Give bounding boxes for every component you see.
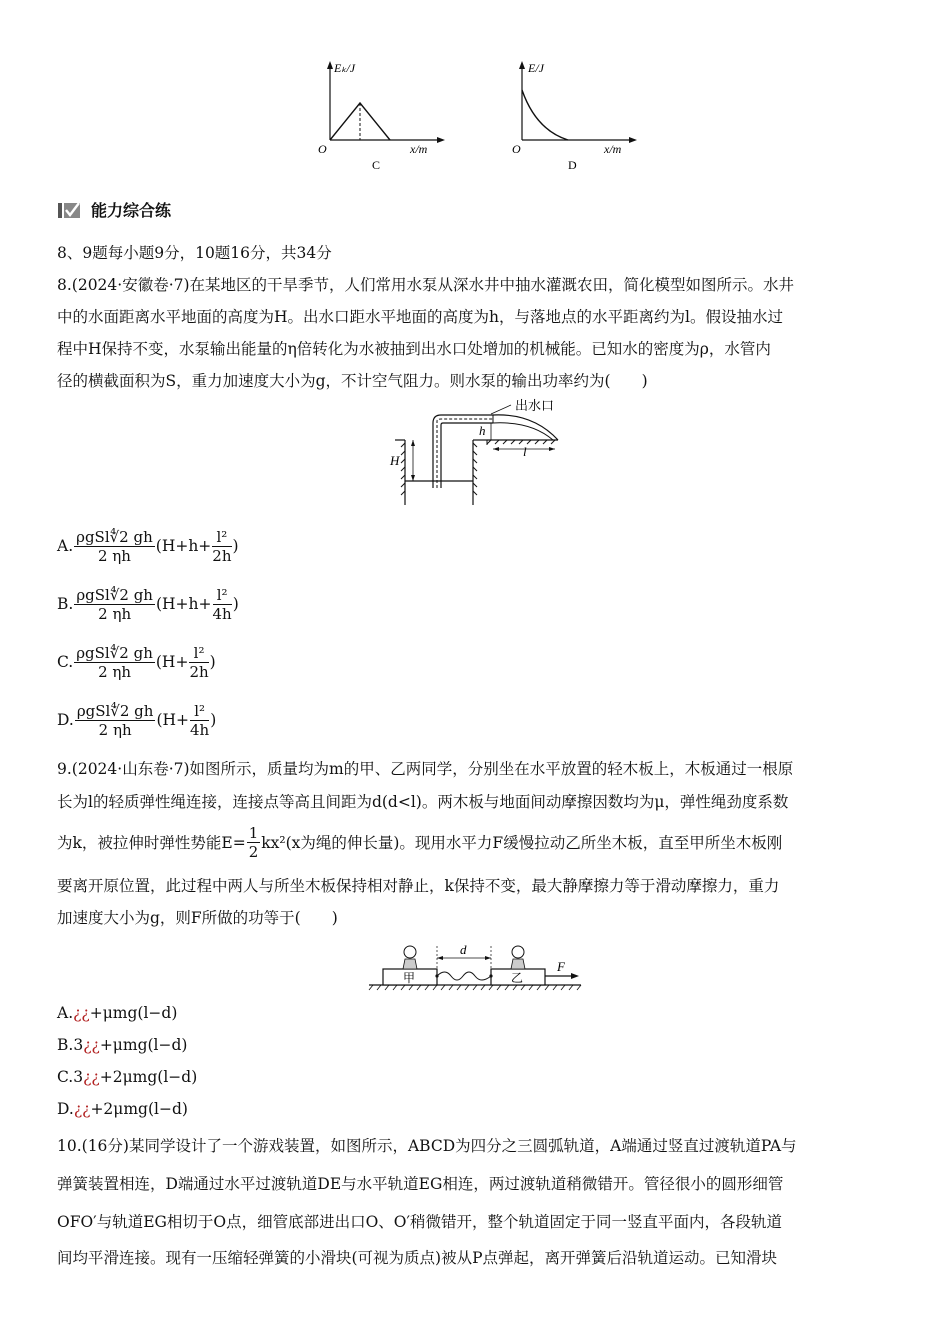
q9-option-b-rest: +μmg(l−d) xyxy=(99,1036,188,1054)
q8-option-c-close: ) xyxy=(209,653,216,671)
frac-den: 2h xyxy=(189,662,209,681)
student-yi-icon xyxy=(512,946,524,958)
graph-c-y-label: Eₖ/J xyxy=(334,61,356,75)
q9-option-a-label: A. xyxy=(57,1004,74,1022)
q8-line-3: 程中H保持不变，水泵输出能量的η倍转化为水被抽到出水口处增加的机械能。已知水的密度为ρ，水管内 xyxy=(57,340,771,358)
q8-line-4: 径的横截面积为S，重力加速度大小为g，不计空气阻力。则水泵的输出功率约为( ) xyxy=(57,372,648,390)
q8-option-d-tail: (H+ xyxy=(156,711,190,729)
q9-option-d-rest: +2μmg(l−d) xyxy=(90,1100,188,1118)
graph-c-origin: O xyxy=(318,142,327,156)
frac-num: l² xyxy=(212,528,231,547)
graph-d-origin: O xyxy=(512,142,521,156)
q9-option-c[interactable] xyxy=(57,1068,197,1086)
frac-den: 2 ηh xyxy=(98,662,132,681)
q9-option-b-label: B.3 xyxy=(57,1036,84,1054)
q8-line-1: 8.(2024·安徽卷·7)在某地区的干旱季节，人们常用水泵从深水井中抽水灌溉农田，简化模型如图所示。水井 xyxy=(57,276,795,294)
q8-option-d-close: ) xyxy=(210,711,217,729)
graph-d-label: D xyxy=(568,158,577,172)
q8-option-c-frac2 xyxy=(189,644,208,681)
frac-den: 2 xyxy=(248,842,259,861)
frac-num: l² xyxy=(190,702,209,721)
frac-den: 2 ηh xyxy=(97,546,131,565)
graph-c-label: C xyxy=(372,158,381,172)
q9-d-label: d xyxy=(460,942,467,957)
q10-line-3: OFO′与轨道EG相切于O点，细管底部进出口O、O′稍微错开，整个轨道固定于同一竖直平面内，各段轨道 xyxy=(57,1213,783,1231)
section-title: 能力综合练 xyxy=(91,201,172,220)
q8-option-c-label: C. xyxy=(57,653,74,671)
q8-option-c-tail: (H+ xyxy=(155,653,189,671)
q9-option-a[interactable] xyxy=(57,1004,177,1022)
q8-option-b-tail: (H+h+ xyxy=(155,595,212,613)
q9-option-d[interactable] xyxy=(57,1100,188,1118)
q9-line-1: 9.(2024·山东卷·7)如图所示，质量均为m的甲、乙两同学，分别坐在水平放置的轻木板上，木板通过一根原 xyxy=(57,760,794,778)
frac-num: ρgSl∜2 gh xyxy=(76,585,153,604)
q8-option-c-frac xyxy=(74,644,155,681)
q8-option-b-frac2 xyxy=(213,586,232,623)
q10-line-4: 间均平滑连接。现有一压缩轻弹簧的小滑块(可视为质点)被从P点弹起，离开弹簧后沿轨道运动。已知滑块 xyxy=(57,1249,778,1267)
q8-option-b[interactable] xyxy=(57,579,239,629)
q8-option-b-label: B. xyxy=(57,595,74,613)
q9-option-c-rest: +2μmg(l−d) xyxy=(99,1068,198,1086)
frac-num: l² xyxy=(213,586,232,605)
graph-d-y-label: E/J xyxy=(528,61,544,75)
q8-option-a-tail: (H+h+ xyxy=(155,537,212,555)
frac-num: ρgSl∜2 gh xyxy=(76,643,153,662)
q9-F-label: F xyxy=(557,959,565,974)
frac-den: 4h xyxy=(190,720,210,739)
q8-option-d[interactable] xyxy=(57,695,216,745)
q9-line-2: 长为l的轻质弹性绳连接，连接点等高且间距为d(d<l)。两木板与地面间动摩擦因数均为μ，弹性绳劲度系数 xyxy=(57,793,789,811)
q9-option-b[interactable] xyxy=(57,1036,187,1054)
q8-line-2: 中的水面距离水平地面的高度为H。出水口距水平地面的高度为h，与落地点的水平距离约为l。假设抽水过 xyxy=(57,308,783,326)
q9-line-3-pre: 为k，被拉伸时弹性势能E= xyxy=(57,834,246,852)
q8-option-d-frac xyxy=(75,702,156,739)
frac-num: 1 xyxy=(248,823,259,842)
q9-option-d-label: D. xyxy=(57,1100,74,1118)
q8-option-a-frac xyxy=(74,528,155,565)
frac-num: ρgSl∜2 gh xyxy=(76,701,154,720)
q10-line-1: 10.(16分)某同学设计了一个游戏装置，如图所示，ABCD为四分之三圆弧轨道，A端通过竖直过渡轨道PA与 xyxy=(57,1137,797,1155)
q8-H-label: H xyxy=(390,453,400,468)
frac-num: l² xyxy=(189,644,208,663)
q9-option-c-label: C.3 xyxy=(57,1068,84,1086)
q8-option-a-label: A. xyxy=(57,537,74,555)
q9-board-jia: 甲 xyxy=(403,971,416,985)
q8-h-label: h xyxy=(479,423,486,438)
student-jia-icon xyxy=(404,946,416,958)
q9-option-d-garbled: ¿¿ xyxy=(73,1100,91,1118)
graph-c-x-label: x/m xyxy=(410,142,428,156)
q9-line-5: 加速度大小为g，则F所做的功等于( ) xyxy=(57,909,338,927)
q9-boards-figure xyxy=(365,938,585,994)
q9-option-a-garbled: ¿¿ xyxy=(73,1004,90,1022)
q8-option-a-frac2 xyxy=(212,528,231,565)
frac-den: 2 ηh xyxy=(98,604,132,623)
graph-c xyxy=(312,58,447,178)
scoring-note: 8、9题每小题9分，10题16分，共34分 xyxy=(57,244,332,262)
q9-option-a-rest: +μmg(l−d) xyxy=(89,1004,178,1022)
q8-option-b-frac xyxy=(74,586,155,623)
q8-outlet-label: 出水口 xyxy=(515,398,555,413)
q8-option-d-label: D. xyxy=(57,711,74,729)
graph-d xyxy=(508,58,643,178)
graph-d-x-label: x/m xyxy=(604,142,622,156)
q8-l-label: l xyxy=(523,444,527,459)
q9-option-b-garbled: ¿¿ xyxy=(83,1036,100,1054)
frac-den: 2h xyxy=(212,546,232,565)
q8-pump-figure xyxy=(383,393,593,515)
q9-half-frac xyxy=(247,824,261,861)
checkmark-badge-icon xyxy=(57,200,83,220)
q8-option-d-frac2 xyxy=(190,702,209,739)
q9-line-3 xyxy=(57,822,782,862)
q9-line-3-post: kx²(x为绳的伸长量)。现用水平力F缓慢拉动乙所坐木板，直至甲所坐木板刚 xyxy=(261,834,783,852)
frac-den: 2 ηh xyxy=(98,720,132,739)
q8-option-b-close: ) xyxy=(232,595,239,613)
q8-option-a[interactable] xyxy=(57,521,239,571)
q9-board-yi: 乙 xyxy=(511,971,524,985)
graph-d-curve xyxy=(522,90,568,140)
q8-option-a-close: ) xyxy=(232,537,239,555)
q9-line-4: 要离开原位置，此过程中两人与所坐木板保持相对静止，k保持不变，最大静摩擦力等于滑动摩擦力，重力 xyxy=(57,877,780,895)
q8-option-c[interactable] xyxy=(57,637,216,687)
section-header xyxy=(57,198,171,221)
frac-den: 4h xyxy=(212,604,232,623)
q10-line-2: 弹簧装置相连，D端通过水平过渡轨道DE与水平轨道EG相连，两过渡轨道稍微错开。管径很小的圆形细管 xyxy=(57,1175,784,1193)
frac-num: ρgSl∜2 gh xyxy=(76,527,153,546)
q9-option-c-garbled: ¿¿ xyxy=(83,1068,100,1086)
